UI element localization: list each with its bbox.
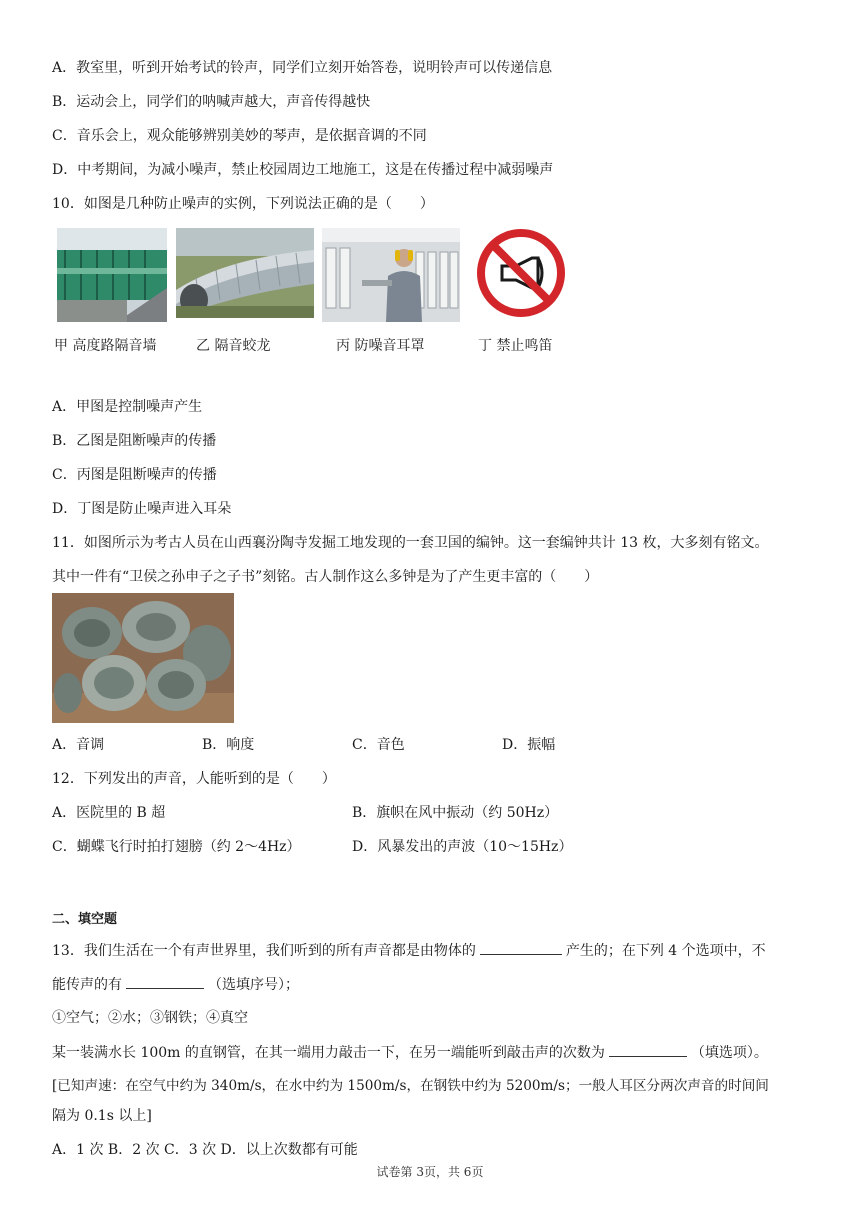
q13-line2-text-b: （选填序号）； <box>208 977 299 993</box>
q12-option-c: C．蝴蝶飞行时拍打翅膀（约 2～4Hz） <box>52 839 301 855</box>
page-footer: 试卷第 3页，共 6页 <box>376 1165 484 1179</box>
bronze-bells-photo <box>52 593 234 723</box>
q13-line4-text-b: （填选项）。 <box>690 1045 768 1061</box>
q13-line2-text-a: 能传声的有 <box>52 977 122 993</box>
earmuff-worker-photo <box>322 228 460 322</box>
q13-line4 <box>52 1042 768 1063</box>
caption-jia: 甲 高度路隔音墙 <box>54 338 157 354</box>
highway-sound-barrier-photo <box>57 228 167 322</box>
q11-stem-line2: 其中一件有“卫侯之孙申子之子书”刻铭。古人制作这么多钟是为了产生更丰富的（ ） <box>52 569 599 585</box>
q11-stem-line1: 11．如图所示为考古人员在山西襄汾陶寺发掘工地发现的一套卫国的编钟。这一套编钟共计 13 枚，大多刻有铭文。 <box>52 535 769 551</box>
q13-line4-text-a: 某一装满水长 100m 的直钢管，在其一端用力敲击一下，在另一端能听到敲击声的次数为 <box>52 1045 605 1061</box>
q12-option-d: D．风暴发出的声波（10～15Hz） <box>352 839 573 855</box>
q10-option-a: A．甲图是控制噪声产生 <box>52 399 203 415</box>
q13-options: A．1 次 B．2 次 C．3 次 D．以上次数都有可能 <box>52 1142 358 1158</box>
q13-line3: ①空气；②水；③钢铁；④真空 <box>52 1010 248 1026</box>
q13-line5: [已知声速：在空气中约为 340m/s，在水中约为 1500m/s，在钢铁中约为 5200m/s；一般人耳区分两次声音的时间间 <box>52 1078 769 1094</box>
q13-answer-blank-2[interactable] <box>126 974 204 989</box>
q13-answer-blank-1[interactable] <box>480 940 562 955</box>
q9-option-a: A．教室里，听到开始考试的铃声，同学们立刻开始答卷，说明铃声可以传递信息 <box>52 60 553 76</box>
q12-option-a: A．医院里的 B 超 <box>52 805 166 821</box>
no-horn-sign-icon <box>476 228 566 318</box>
q13-answer-blank-3[interactable] <box>609 1042 687 1057</box>
q13-line1-text-b: 产生的；在下列 4 个选项中，不 <box>565 943 766 959</box>
q12-option-b: B．旗帜在风中振动（约 50Hz） <box>352 805 559 821</box>
q9-option-d: D．中考期间，为减小噪声，禁止校园周边工地施工，这是在传播过程中减弱噪声 <box>52 162 554 178</box>
q11-option-a: A．音调 <box>52 737 105 753</box>
q13-line1 <box>52 940 766 961</box>
q9-option-b: B．运动会上，同学们的呐喊声越大，声音传得越快 <box>52 94 371 110</box>
q11-option-b: B．响度 <box>202 737 255 753</box>
q13-line6: 隔为 0.1s 以上] <box>52 1108 152 1124</box>
caption-bing: 丙 防噪音耳罩 <box>336 338 425 354</box>
q10-option-c: C．丙图是阻断噪声的传播 <box>52 467 217 483</box>
q11-option-c: C．音色 <box>352 737 405 753</box>
q11-option-d: D．振幅 <box>502 737 556 753</box>
q12-stem: 12．下列发出的声音，人能听到的是（ ） <box>52 771 336 787</box>
q9-option-c: C．音乐会上，观众能够辨别美妙的琴声，是依据音调的不同 <box>52 128 427 144</box>
sound-insulation-tunnel-photo <box>176 228 314 318</box>
caption-ding: 丁 禁止鸣笛 <box>478 338 553 354</box>
q13-line1-text-a: 13．我们生活在一个有声世界里，我们听到的所有声音都是由物体的 <box>52 943 476 959</box>
q10-option-b: B．乙图是阻断噪声的传播 <box>52 433 217 449</box>
caption-yi: 乙 隔音蛟龙 <box>196 338 271 354</box>
q13-line2 <box>52 974 299 995</box>
q10-option-d: D．丁图是防止噪声进入耳朵 <box>52 501 232 517</box>
section-title-fill-in: 二、填空题 <box>52 912 118 927</box>
q10-stem: 10．如图是几种防止噪声的实例，下列说法正确的是（ ） <box>52 196 434 212</box>
